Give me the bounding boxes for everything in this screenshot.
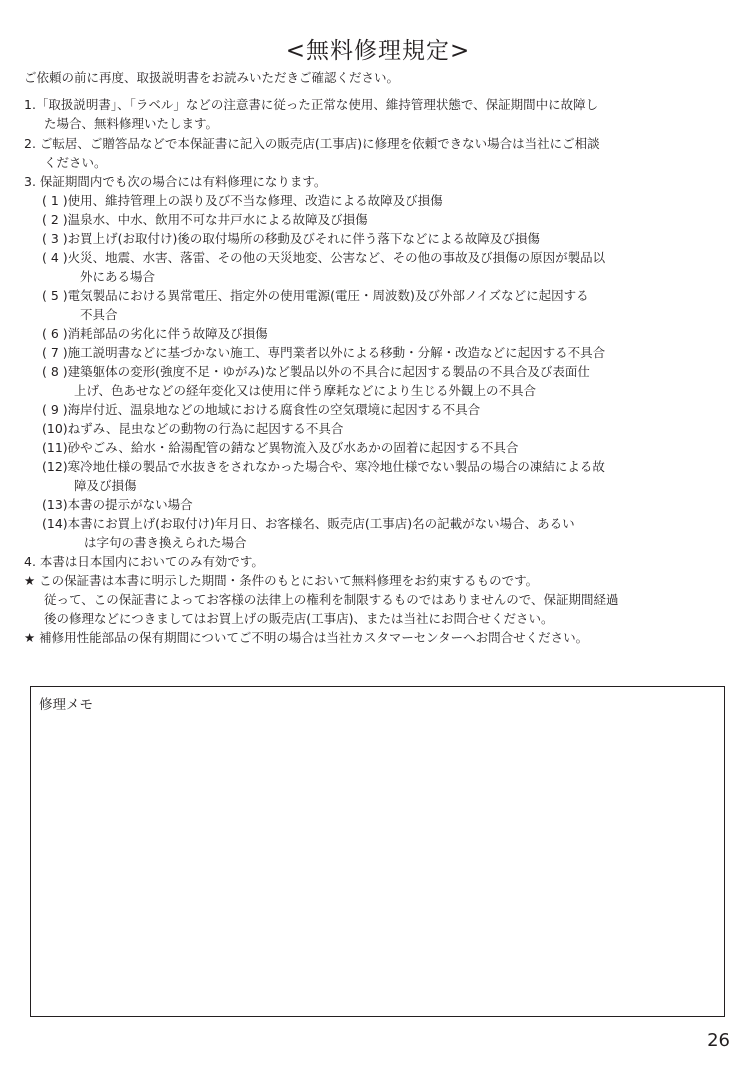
- list-subitem: ( 4 )火災、地震、水害、落雷、その他の天災地変、公害など、その他の事故及び損傷の原因が製品以: [42, 250, 606, 265]
- star-note: ★ 補修用性能部品の保有期間についてご不明の場合は当社カスタマーセンターへお問合せください。: [24, 630, 589, 645]
- list-subitem: ( 2 )温泉水、中水、飲用不可な井戸水による故障及び損傷: [42, 212, 368, 227]
- list-subitem: ( 1 )使用、維持管理上の誤り及び不当な修理、改造による故障及び損傷: [42, 193, 443, 208]
- list-item: 3. 保証期間内でも次の場合には有料修理になります。: [24, 174, 327, 189]
- list-subitem: 上げ、色あせなどの経年変化又は使用に伴う摩耗などにより生じる外観上の不具合: [74, 383, 537, 398]
- list-subitem: (12)寒冷地仕様の製品で水抜きをされなかった場合や、寒冷地仕様でない製品の場合の凍結による故: [42, 459, 605, 474]
- star-note: 従って、この保証書によってお客様の法律上の権利を制限するものではありませんので、保証期間経過: [44, 592, 619, 607]
- list-subitem: (13)本書の提示がない場合: [42, 497, 193, 512]
- list-item: 4. 本書は日本国内においてのみ有効です。: [24, 554, 264, 569]
- list-subitem: ( 3 )お買上げ(お取付け)後の取付場所の移動及びそれに伴う落下などによる故障及び損傷: [42, 231, 540, 246]
- page-title: <無料修理規定>: [285, 38, 471, 64]
- page-number: 26: [707, 1030, 730, 1051]
- list-subitem: ( 8 )建築躯体の変形(強度不足・ゆがみ)など製品以外の不具合に起因する製品の不具合及び表面仕: [42, 364, 590, 379]
- list-subitem: ( 9 )海岸付近、温泉地などの地域における腐食性の空気環境に起因する不具合: [42, 402, 481, 417]
- intro-text: ご依頼の前に再度、取扱説明書をお読みいただきご確認ください。: [24, 70, 400, 85]
- list-item: 1.「取扱説明書」、「ラベル」などの注意書に従った正常な使用、維持管理状態で、保証期間中に故障し: [24, 97, 599, 112]
- star-note: ★ この保証書は本書に明示した期間・条件のもとにおいて無料修理をお約束するものです。: [24, 573, 539, 588]
- list-subitem: 外にある場合: [80, 269, 156, 284]
- list-subitem: は字句の書き換えられた場合: [84, 535, 247, 550]
- list-item: ください。: [44, 155, 107, 170]
- list-subitem: (14)本書にお買上げ(お取付け)年月日、お客様名、販売店(工事店)名の記載がない場合、あるい: [42, 516, 575, 531]
- list-subitem: ( 5 )電気製品における異常電圧、指定外の使用電源(電圧・周波数)及び外部ノイズなどに起因する: [42, 288, 589, 303]
- list-subitem: 不具合: [80, 307, 118, 322]
- list-item: た場合、無料修理いたします。: [44, 116, 219, 131]
- repair-memo-label: 修理メモ: [39, 697, 93, 713]
- list-subitem: ( 6 )消耗部品の劣化に伴う故障及び損傷: [42, 326, 268, 341]
- list-subitem: (10)ねずみ、昆虫などの動物の行為に起因する不具合: [42, 421, 344, 436]
- list-subitem: 障及び損傷: [74, 478, 137, 493]
- list-item: 2. ご転居、ご贈答品などで本保証書に記入の販売店(工事店)に修理を依頼できない場合は当社にご相談: [24, 136, 600, 151]
- star-note: 後の修理などにつきましてはお買上げの販売店(工事店)、または当社にお問合せください。: [44, 611, 554, 626]
- repair-memo-box[interactable]: [30, 686, 725, 1017]
- list-subitem: ( 7 )施工説明書などに基づかない施工、専門業者以外による移動・分解・改造などに起因する不具合: [42, 345, 606, 360]
- list-subitem: (11)砂やごみ、給水・給湯配管の錆など異物流入及び水あかの固着に起因する不具合: [42, 440, 519, 455]
